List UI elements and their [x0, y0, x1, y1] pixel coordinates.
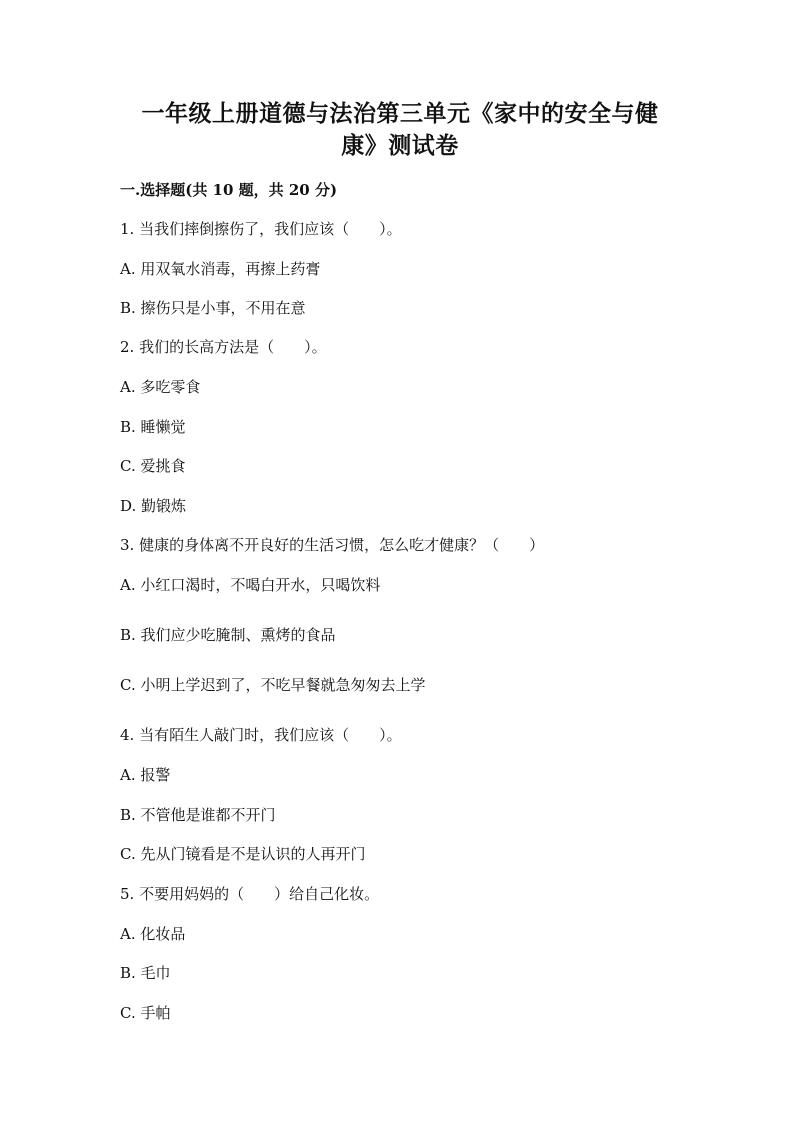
section-heading: 一.选择题(共 10 题，共 20 分) — [120, 181, 338, 199]
question-1-option-b: B. 擦伤只是小事，不用在意 — [120, 299, 306, 317]
question-1-option-a: A. 用双氧水消毒，再擦上药膏 — [120, 260, 321, 278]
question-5-option-a: A. 化妆品 — [120, 925, 186, 943]
question-4-option-b: B. 不管他是谁都不开门 — [120, 806, 276, 824]
question-5-option-b: B. 毛巾 — [120, 964, 171, 982]
question-4-option-c: C. 先从门镜看是不是认识的人再开门 — [120, 845, 366, 863]
question-2-option-a: A. 多吃零食 — [120, 378, 201, 396]
page-title-line-1: 一年级上册道德与法治第三单元《家中的安全与健 — [141, 100, 659, 127]
question-5-stem: 5. 不要用妈妈的（ ）给自己化妆。 — [120, 885, 380, 903]
page-title-line-2: 康》测试卷 — [341, 132, 459, 159]
question-4-stem: 4. 当有陌生人敲门时，我们应该（ ）。 — [120, 726, 402, 744]
question-1-stem: 1. 当我们摔倒擦伤了，我们应该（ ）。 — [120, 220, 402, 238]
question-3-option-a: A. 小红口渴时，不喝白开水，只喝饮料 — [120, 576, 381, 594]
question-2-stem: 2. 我们的长高方法是（ ）。 — [120, 338, 327, 356]
question-3-option-b: B. 我们应少吃腌制、熏烤的食品 — [120, 626, 336, 644]
question-3-option-c: C. 小明上学迟到了，不吃早餐就急匆匆去上学 — [120, 676, 426, 694]
question-5-option-c: C. 手帕 — [120, 1004, 171, 1022]
question-2-option-c: C. 爱挑食 — [120, 457, 186, 475]
question-2-option-b: B. 睡懒觉 — [120, 418, 186, 436]
question-2-option-d: D. 勤锻炼 — [120, 497, 187, 515]
question-4-option-a: A. 报警 — [120, 766, 171, 784]
question-3-stem: 3. 健康的身体离不开良好的生活习惯，怎么吃才健康？（ ） — [120, 536, 545, 554]
